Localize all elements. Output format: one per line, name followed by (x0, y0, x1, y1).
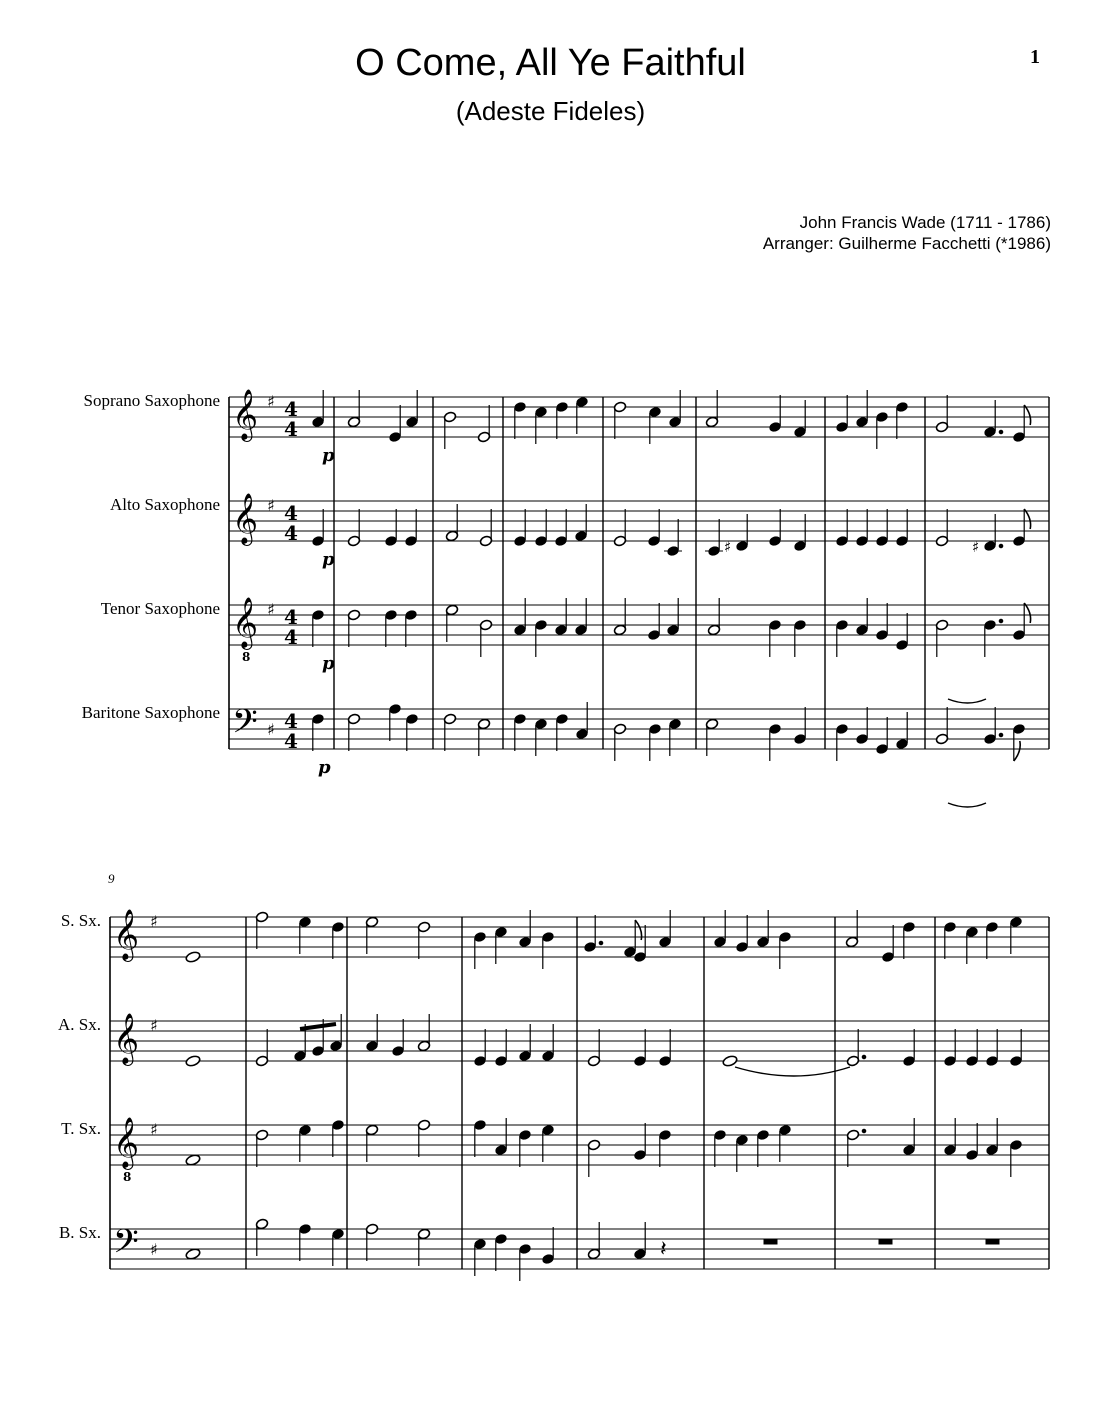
composer-credit: John Francis Wade (1711 - 1786) (799, 213, 1051, 232)
time-signature-top: 4 (284, 397, 298, 421)
time-signature-bottom: 4 (284, 729, 298, 753)
time-signature-bottom: 4 (284, 521, 298, 545)
arranger-credit: Arranger: Guilherme Facchetti (*1986) (762, 234, 1051, 253)
accidental-sharp: ♯ (724, 538, 732, 556)
instrument-name-baritone: Baritone Saxophone (81, 703, 220, 722)
bass-clef-icon: 𝄢 (113, 1223, 139, 1269)
time-signature-bottom: 4 (284, 625, 298, 649)
instrument-name-tenor: Tenor Saxophone (100, 599, 220, 618)
whole-rest (879, 1239, 892, 1244)
bass-clef-icon: 𝄢 (232, 703, 258, 749)
time-signature-top: 4 (284, 501, 298, 525)
time-signature-top: 4 (284, 605, 298, 629)
notehead (185, 951, 201, 964)
dynamic-marking: p (322, 445, 335, 466)
measure-number: 9 (108, 871, 115, 886)
key-signature-sharp: ♯ (150, 1120, 158, 1139)
key-signature-sharp: ♯ (267, 392, 275, 411)
note-flag (1014, 741, 1020, 761)
augmentation-dot (999, 544, 1003, 548)
instrument-abbr-soprano: S. Sx. (60, 911, 101, 930)
quarter-rest-icon: 𝄽 (660, 1237, 667, 1262)
key-signature-sharp: ♯ (150, 912, 158, 931)
octave-mark: 8 (123, 1170, 132, 1184)
dynamic-marking: p (318, 757, 331, 778)
instrument-name-soprano: Soprano Saxophone (83, 391, 220, 410)
score-subtitle: (Adeste Fideles) (455, 96, 646, 126)
notehead (185, 1055, 201, 1068)
time-signature-top: 4 (284, 709, 298, 733)
augmentation-dot (862, 1129, 866, 1133)
accidental-sharp: ♯ (972, 538, 980, 556)
page-number: 1 (1030, 46, 1040, 68)
augmentation-dot (862, 1055, 866, 1059)
key-signature-sharp: ♯ (150, 1240, 158, 1259)
whole-rest (764, 1239, 777, 1244)
instrument-abbr-baritone: B. Sx. (58, 1223, 101, 1242)
key-signature-sharp: ♯ (267, 600, 275, 619)
instrument-name-alto: Alto Saxophone (109, 495, 220, 514)
key-signature-sharp: ♯ (267, 496, 275, 515)
treble-clef-icon: 𝄞 (232, 389, 259, 440)
octave-mark: 8 (242, 650, 251, 664)
treble-clef-icon: 𝄞 (113, 1013, 140, 1064)
notehead (185, 1248, 201, 1261)
whole-rest (986, 1239, 999, 1244)
instrument-abbr-alto: A. Sx. (58, 1015, 101, 1034)
note-flag (1024, 603, 1030, 623)
tie (948, 803, 986, 807)
treble-clef-icon: 𝄞 (232, 493, 259, 544)
instrument-abbr-tenor: T. Sx. (61, 1119, 101, 1138)
notehead (722, 1055, 738, 1068)
note-flag (1024, 405, 1030, 425)
dynamic-marking: p (322, 653, 335, 674)
score-title: O Come, All Ye Faithful (355, 42, 746, 84)
treble-clef-icon: 𝄞 (232, 597, 259, 648)
key-signature-sharp: ♯ (150, 1016, 158, 1035)
time-signature-bottom: 4 (284, 417, 298, 441)
tie (735, 1067, 850, 1076)
augmentation-dot (599, 941, 603, 945)
augmentation-dot (999, 733, 1003, 737)
tie (948, 699, 986, 703)
key-signature-sharp: ♯ (267, 720, 275, 739)
notehead (185, 1154, 201, 1167)
note-flag (1024, 509, 1030, 529)
augmentation-dot (999, 619, 1003, 623)
dynamic-marking: p (322, 549, 335, 570)
treble-clef-icon: 𝄞 (113, 1117, 140, 1168)
augmentation-dot (999, 430, 1003, 434)
treble-clef-icon: 𝄞 (113, 909, 140, 960)
